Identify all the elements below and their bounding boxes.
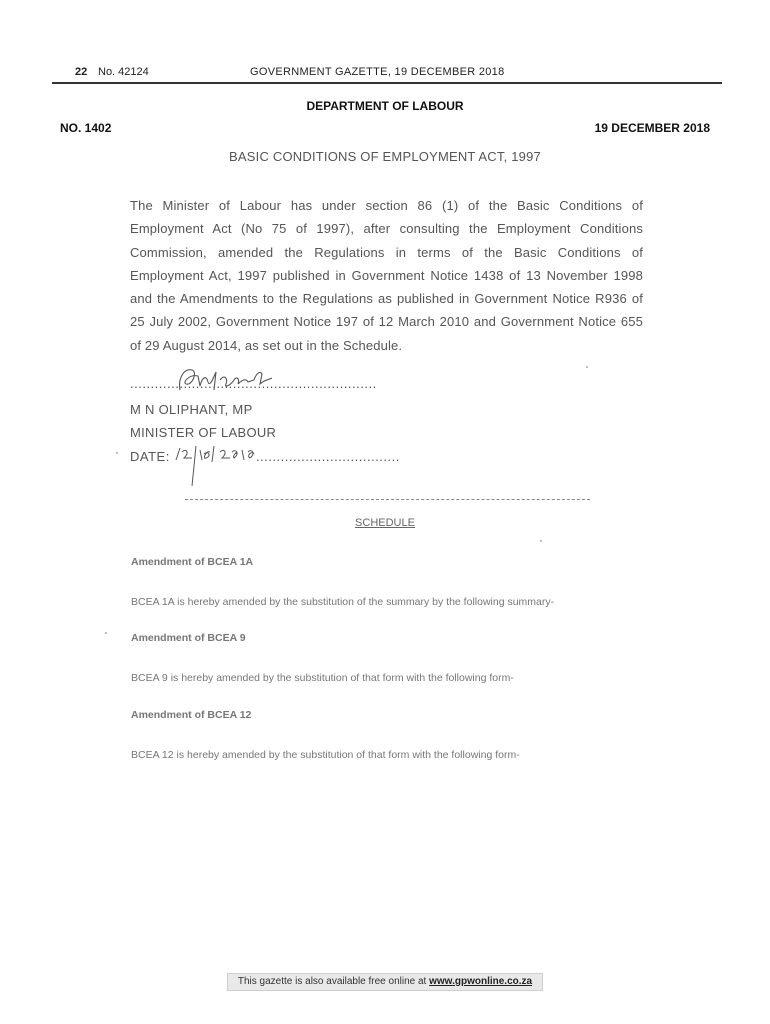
scan-speck <box>116 452 118 454</box>
header-rule <box>52 82 722 84</box>
signature-dotted-line: ............................................................ <box>130 376 377 391</box>
footer-banner <box>227 973 543 991</box>
notice-date: 19 DECEMBER 2018 <box>594 121 710 135</box>
amendment-text: BCEA 9 is hereby amended by the substitution of that form with the following form- <box>131 672 514 684</box>
gazette-title: GOVERNMENT GAZETTE, 19 DECEMBER 2018 <box>250 66 505 78</box>
notice-number: NO. 1402 <box>60 121 112 135</box>
notice-body: The Minister of Labour has under section 86 (1) of the Basic Conditions of Employment Act (No 75 of 1997), after consulting the Employment Conditions Commission, amended the Regulations in terms of the Basic Conditions of Employment Act, 1997 published in Government Notice 1438 of 13 November 1998 and the Amendments to the Regulations as published in Government Notice R936 of 25 July 2002, Government Notice 197 of 12 March 2010 and Government Notice 655 of 29 August 2014, as set out in the Schedule. <box>130 198 643 353</box>
department-title: DEPARTMENT OF LABOUR <box>306 99 464 113</box>
date-dotted-line: ................................... <box>255 449 400 464</box>
amendment-text: BCEA 1A is hereby amended by the substitution of the summary by the following summary- <box>131 596 555 608</box>
amendment-heading: Amendment of BCEA 12 <box>131 709 252 721</box>
signatory-title: MINISTER OF LABOUR <box>130 425 277 440</box>
amendment-heading: Amendment of BCEA 9 <box>131 632 246 644</box>
amendment-text: BCEA 12 is hereby amended by the substitution of that form with the following form- <box>131 749 520 761</box>
footer-text: This gazette is also available free online at <box>237 976 427 987</box>
amendment-heading: Amendment of BCEA 1A <box>131 556 254 568</box>
schedule-heading: SCHEDULE <box>355 517 415 529</box>
scan-speck <box>586 366 588 368</box>
signatory-name: M N OLIPHANT, MP <box>130 402 253 417</box>
page-number: 22 <box>75 66 88 78</box>
date-label: DATE: <box>130 449 170 464</box>
scan-speck <box>105 632 107 634</box>
handwritten-signature <box>170 360 280 396</box>
gazette-number: No. 42124 <box>98 66 149 78</box>
act-title: BASIC CONDITIONS OF EMPLOYMENT ACT, 1997 <box>229 149 541 164</box>
handwritten-date <box>172 444 272 488</box>
scan-speck <box>540 540 542 542</box>
schedule-divider <box>185 499 590 500</box>
footer-url-link[interactable]: www.gpwonline.co.za <box>429 976 533 987</box>
